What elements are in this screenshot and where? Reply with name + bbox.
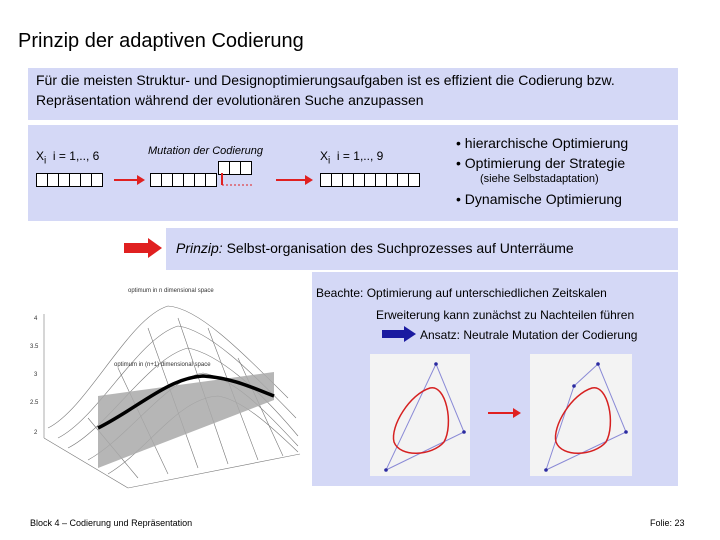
intro-box (28, 68, 678, 120)
mutation-label: Mutation der Codierung (148, 145, 263, 157)
principle-arrow-icon (124, 238, 162, 258)
slide-title: Prinzip der adaptiven Codierung (18, 30, 304, 52)
note-line-3: Ansatz: Neutrale Mutation der Codierung (420, 328, 638, 342)
label-opt-n: optimum in n dimensional space (128, 288, 214, 294)
note-line-2: Erweiterung kann zunächst zu Nachteilen führen (376, 308, 635, 322)
benefit-list (456, 133, 676, 209)
svg-text:3.5: 3.5 (30, 344, 39, 350)
arrow-to-mutation (114, 179, 138, 181)
svg-text:4: 4 (34, 316, 38, 322)
note-box (312, 272, 678, 486)
curve-before-plot (370, 354, 470, 476)
right-variable: $X_i$ i = 1,.., 9 (320, 149, 384, 167)
fitness-landscape-plot (28, 278, 312, 500)
encoding-schema (28, 125, 678, 221)
left-range: i = 1,.., 6 (52, 149, 100, 163)
principle-text: Selbst-organisation des Suchprozesses auf Unterräume (222, 240, 574, 256)
svg-text:2: 2 (34, 430, 38, 436)
bullet-item: • Dynamische Optimierung (456, 191, 622, 207)
footer-left: Block 4 – Codierung und Repräsentation (30, 518, 193, 528)
intro-text: Für die meisten Struktur- und Designoptimierungsaufgaben ist es effizient die Codierung bzw. Repräsentation während der evolutionären Suche anzupassen (36, 72, 615, 108)
note-line-1: Beachte: Optimierung auf unterschiedlichen Zeitskalen (316, 286, 607, 300)
arrow-to-result (276, 179, 306, 181)
left-variable: $X_i$ i = 1,.., 6 (36, 149, 100, 167)
curve-after-plot (530, 354, 632, 476)
left-encoding-cells (36, 173, 102, 187)
footer-right: Folie: 23 (650, 518, 685, 528)
bullet-note: (siehe Selbstadaptation) (480, 173, 599, 185)
note-arrow-icon (382, 326, 416, 342)
principle-label: Prinzip: (176, 240, 223, 256)
svg-text:2.5: 2.5 (30, 400, 39, 406)
bullet-item: • hierarchische Optimierung (456, 135, 629, 151)
svg-text:3: 3 (34, 372, 38, 378)
right-range: i = 1,.., 9 (336, 149, 384, 163)
curve-transition-arrow (488, 412, 514, 414)
mutation-insert-marker (216, 171, 256, 191)
bullet-item: • Optimierung der Strategie (456, 155, 626, 171)
mutation-cells (150, 173, 216, 187)
right-encoding-cells (320, 173, 419, 187)
principle-box (166, 228, 678, 270)
label-opt-n1: optimum in (n+1) dimensional space (114, 362, 211, 368)
